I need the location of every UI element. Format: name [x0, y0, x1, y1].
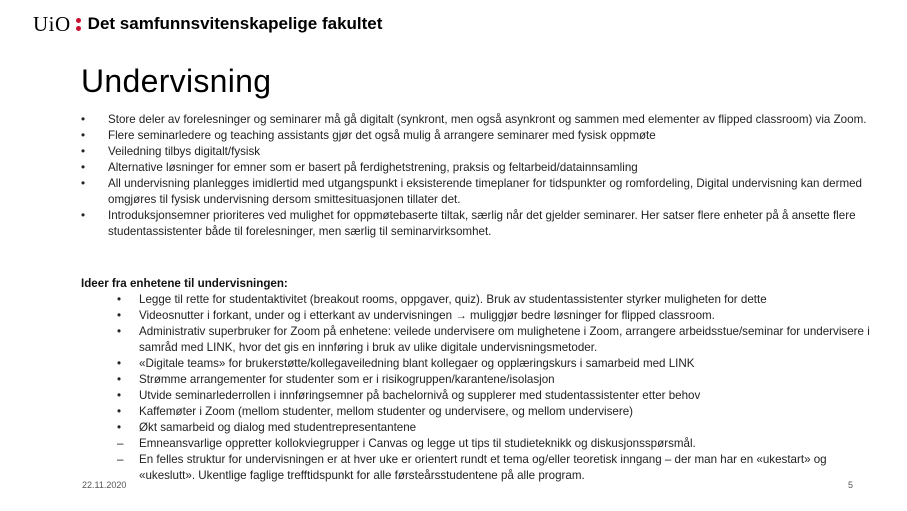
faculty-name: Det samfunnsvitenskapelige fakultet: [87, 14, 383, 33]
list-item: • Utvide seminarlederrollen i innføringsemner på bachelornivå og supplerer med studentassistenter etter behov: [117, 389, 701, 402]
bullet-icon: •: [117, 421, 122, 434]
logo-colon-icon: [76, 18, 81, 31]
bullet-icon: •: [117, 357, 122, 370]
list-item: • Administrativ superbruker for Zoom på enhetene: veilede undervisere om mulighetene i Zoom, arrangere arbeidsstue/seminar for undervisere i samråd med LINK, hvor det gis en innføring i bruk av ulike digitale undervisningsmetoder.: [117, 325, 870, 354]
bullet-icon: •: [117, 373, 122, 386]
ideas-section: [81, 276, 871, 484]
bullet-icon: •: [117, 293, 122, 306]
footer-date: 22.11.2020: [82, 480, 127, 490]
header: [33, 10, 382, 38]
uio-logo: UiO: [33, 11, 71, 36]
list-item: • Introduksjonsemner prioriteres ved mulighet for oppmøtebaserte tiltak, særlig når det gjelder seminarer. Her satser flere enheter på å ansette flere studentassistenter både til forelesninger, men særlig til seminarvirksomhet.: [81, 209, 856, 238]
list-item: – Emneansvarlige oppretter kollokviegrupper i Canvas og legge ut tips til studieteknikk og diskusjonsspørsmål.: [117, 437, 696, 450]
list-item: • Strømme arrangementer for studenter som er i risikogruppen/karantene/isolasjon: [117, 373, 555, 386]
list-item: • Store deler av forelesninger og seminarer må gå digitalt (synkront, men også asynkront og sammen med elementer av flipped classroom) via Zoom.: [81, 113, 867, 126]
list-item: • Videosnutter i forkant, under og i etterkant av undervisningen → muliggjør bedre løsninger for flipped classroom.: [117, 309, 715, 322]
bullet-icon: •: [81, 145, 86, 158]
main-bullet-list: [81, 112, 871, 240]
list-item: • All undervisning planlegges imidlertid med utgangspunkt i eksisterende timeplaner for tidspunkter og romfordeling, Digital undervisning kan dermed omgjøres til fysisk undervisning dersom smittesituasjonen tillater det.: [81, 177, 863, 206]
dash-icon: –: [117, 437, 124, 450]
bullet-icon: •: [117, 405, 122, 418]
bullet-icon: •: [81, 129, 86, 142]
bullet-icon: •: [117, 389, 122, 402]
bullet-icon: •: [117, 309, 122, 322]
list-item: – En felles struktur for undervisningen er at hver uke er orientert rundt et tema og/eller teoretisk inngang – der man har en «ukestart» og «ukeslutt». Ukentlige faglige trefftidspunkt for alle førsteårsstudentene på alle program.: [117, 453, 827, 482]
bullet-icon: •: [81, 161, 86, 174]
page-number: 5: [848, 480, 854, 490]
dash-icon: –: [117, 453, 124, 466]
bullet-icon: •: [81, 113, 86, 126]
list-item: • Alternative løsninger for emner som er basert på ferdighetstrening, praksis og feltarbeid/datainnsamling: [81, 161, 638, 174]
list-item: • Kaffemøter i Zoom (mellom studenter, mellom studenter og undervisere, og mellom undervisere): [117, 405, 634, 418]
ideas-list: [81, 292, 871, 484]
list-item: • Økt samarbeid og dialog med studentrepresentantene: [117, 421, 417, 434]
list-item: • Veiledning tilbys digitalt/fysisk: [81, 145, 261, 158]
list-item: • Legge til rette for studentaktivitet (breakout rooms, oppgaver, quiz). Bruk av studentassistenter styrker muligheten for dette: [117, 293, 767, 306]
bullet-icon: •: [117, 325, 122, 338]
page-title: Undervisning: [81, 63, 272, 99]
list-item: • Flere seminarledere og teaching assistants gjør det også mulig å arrangere seminarer med fysisk oppmøte: [81, 129, 656, 142]
bullet-icon: •: [81, 177, 86, 190]
ideas-heading: Ideer fra enhetene til undervisningen:: [81, 277, 288, 290]
bullet-icon: •: [81, 209, 86, 222]
list-item: • «Digitale teams» for brukerstøtte/kollegaveiledning blant kollegaer og opplæringskurs i samarbeid med LINK: [117, 357, 695, 370]
